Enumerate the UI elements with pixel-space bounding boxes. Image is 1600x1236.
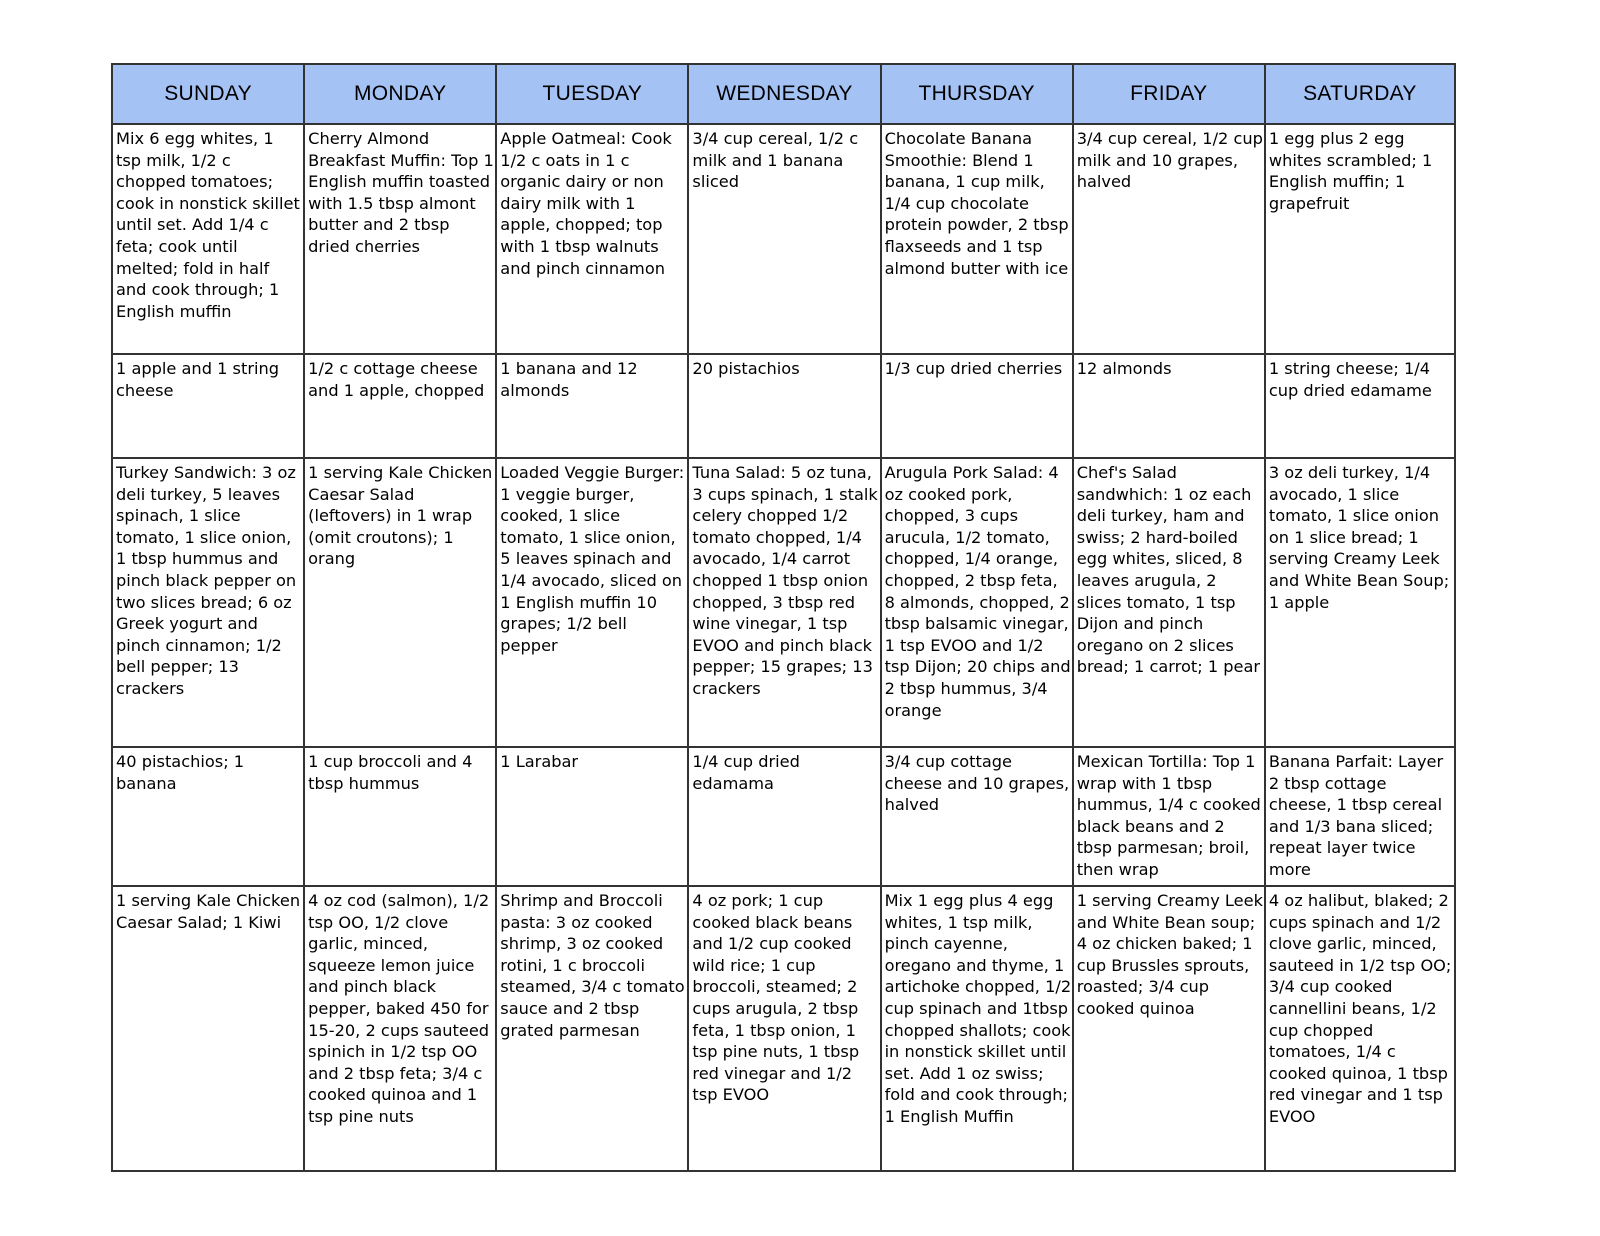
meal-cell-saturday: 4 oz halibut, blaked; 2 cups spinach and 1/2 clove garlic, minced, sauteed in 1/2 tsp OO; 3/4 cup cooked cannellini beans, 1/2 cup chopped tomatoes, 1/4 c cooked quinoa, 1 tbsp red vinegar and 1 tsp EVOO xyxy=(1265,886,1455,1171)
meal-cell-wednesday: 3/4 cup cereal, 1/2 c milk and 1 banana sliced xyxy=(688,124,880,354)
day-header-wednesday: WEDNESDAY xyxy=(688,64,880,124)
meal-cell-tuesday: 1 Larabar xyxy=(496,747,688,886)
meal-cell-sunday: Mix 6 egg whites, 1 tsp milk, 1/2 c chopped tomatoes; cook in nonstick skillet until set. Add 1/4 c feta; cook until melted; fold in half and cook through; 1 English muffin xyxy=(112,124,304,354)
meal-cell-thursday: Arugula Pork Salad: 4 oz cooked pork, chopped, 3 cups arucula, 1/2 tomato, chopped, 1/4 orange, chopped, 2 tbsp feta, 8 almonds, chopped, 2 tbsp balsamic vinegar, 1 tsp EVOO and 1/2 tsp Dijon; 20 chips and 2 tbsp hummus, 3/4 orange xyxy=(881,458,1073,747)
meal-cell-friday: Chef's Salad sandwhich: 1 oz each deli turkey, ham and swiss; 2 hard-boiled egg whites, sliced, 8 leaves arugula, 2 slices tomato, 1 tsp Dijon and pinch oregano on 2 slices bread; 1 carrot; 1 pear xyxy=(1073,458,1265,747)
meal-cell-monday: 1 serving Kale Chicken Caesar Salad (leftovers) in 1 wrap (omit croutons); 1 orang xyxy=(304,458,496,747)
meal-cell-wednesday: 4 oz pork; 1 cup cooked black beans and 1/2 cup cooked wild rice; 1 cup broccoli, steamed; 2 cups arugula, 2 tbsp feta, 1 tbsp onion, 1 tsp pine nuts, 1 tbsp red vinegar and 1/2 tsp EVOO xyxy=(688,886,880,1171)
meal-cell-sunday: 1 serving Kale Chicken Caesar Salad; 1 Kiwi xyxy=(112,886,304,1171)
meal-cell-sunday: 1 apple and 1 string cheese xyxy=(112,354,304,458)
day-header-sunday: SUNDAY xyxy=(112,64,304,124)
meal-cell-monday: 1/2 c cottage cheese and 1 apple, chopped xyxy=(304,354,496,458)
meal-cell-thursday: Chocolate Banana Smoothie: Blend 1 banana, 1 cup milk, 1/4 cup chocolate protein powder, 2 tbsp flaxseeds and 1 tsp almond butter with ice xyxy=(881,124,1073,354)
meal-cell-wednesday: 20 pistachios xyxy=(688,354,880,458)
day-header-row xyxy=(112,64,1455,124)
meal-cell-friday: 1 serving Creamy Leek and White Bean soup; 4 oz chicken baked; 1 cup Brussles sprouts, roasted; 3/4 cup cooked quinoa xyxy=(1073,886,1265,1171)
day-header-monday: MONDAY xyxy=(304,64,496,124)
meal-cell-monday: Cherry Almond Breakfast Muffin: Top 1 English muffin toasted with 1.5 tbsp almont butter and 2 tbsp dried cherries xyxy=(304,124,496,354)
meal-row-2 xyxy=(112,354,1455,458)
meal-cell-wednesday: 1/4 cup dried edamama xyxy=(688,747,880,886)
day-header-saturday: SATURDAY xyxy=(1265,64,1455,124)
meal-cell-tuesday: Loaded Veggie Burger: 1 veggie burger, cooked, 1 slice tomato, 1 slice onion, 5 leaves spinach and 1/4 avocado, sliced on 1 English muffin 10 grapes; 1/2 bell pepper xyxy=(496,458,688,747)
meal-cell-thursday: Mix 1 egg plus 4 egg whites, 1 tsp milk, pinch cayenne, oregano and thyme, 1 artichoke chopped, 1/2 cup spinach and 1tbsp chopped shallots; cook in nonstick skillet until set. Add 1 oz swiss; fold and cook through; 1 English Muffin xyxy=(881,886,1073,1171)
meal-row-4 xyxy=(112,747,1455,886)
meal-cell-friday: 3/4 cup cereal, 1/2 cup milk and 10 grapes, halved xyxy=(1073,124,1265,354)
meal-cell-saturday: Banana Parfait: Layer 2 tbsp cottage cheese, 1 tbsp cereal and 1/3 bana sliced; repeat layer twice more xyxy=(1265,747,1455,886)
meal-cell-tuesday: Shrimp and Broccoli pasta: 3 oz cooked shrimp, 3 oz cooked rotini, 1 c broccoli steamed, 3/4 c tomato sauce and 2 tbsp grated parmesan xyxy=(496,886,688,1171)
meal-cell-tuesday: Apple Oatmeal: Cook 1/2 c oats in 1 c organic dairy or non dairy milk with 1 apple, chopped; top with 1 tbsp walnuts and pinch cinnamon xyxy=(496,124,688,354)
meal-row-3 xyxy=(112,458,1455,747)
meal-row-1 xyxy=(112,124,1455,354)
meal-row-5 xyxy=(112,886,1455,1171)
meal-cell-friday: 12 almonds xyxy=(1073,354,1265,458)
meal-cell-thursday: 1/3 cup dried cherries xyxy=(881,354,1073,458)
day-header-thursday: THURSDAY xyxy=(881,64,1073,124)
meal-plan-table xyxy=(111,63,1456,1172)
day-header-friday: FRIDAY xyxy=(1073,64,1265,124)
meal-cell-tuesday: 1 banana and 12 almonds xyxy=(496,354,688,458)
meal-cell-monday: 1 cup broccoli and 4 tbsp hummus xyxy=(304,747,496,886)
meal-cell-saturday: 3 oz deli turkey, 1/4 avocado, 1 slice tomato, 1 slice onion on 1 slice bread; 1 serving Creamy Leek and White Bean Soup; 1 apple xyxy=(1265,458,1455,747)
meal-cell-saturday: 1 egg plus 2 egg whites scrambled; 1 English muffin; 1 grapefruit xyxy=(1265,124,1455,354)
meal-cell-wednesday: Tuna Salad: 5 oz tuna, 3 cups spinach, 1 stalk celery chopped 1/2 tomato chopped, 1/4 avocado, 1/4 carrot chopped 1 tbsp onion chopped, 3 tbsp red wine vinegar, 1 tsp EVOO and pinch black pepper; 15 grapes; 13 crackers xyxy=(688,458,880,747)
meal-cell-sunday: Turkey Sandwich: 3 oz deli turkey, 5 leaves spinach, 1 slice tomato, 1 slice onion, 1 tbsp hummus and pinch black pepper on two slices bread; 6 oz Greek yogurt and pinch cinnamon; 1/2 bell pepper; 13 crackers xyxy=(112,458,304,747)
day-header-tuesday: TUESDAY xyxy=(496,64,688,124)
meal-cell-thursday: 3/4 cup cottage cheese and 10 grapes, halved xyxy=(881,747,1073,886)
meal-cell-monday: 4 oz cod (salmon), 1/2 tsp OO, 1/2 clove garlic, minced, squeeze lemon juice and pinch black pepper, baked 450 for 15-20, 2 cups sauteed spinich in 1/2 tsp OO and 2 tbsp feta; 3/4 c cooked quinoa and 1 tsp pine nuts xyxy=(304,886,496,1171)
meal-cell-friday: Mexican Tortilla: Top 1 wrap with 1 tbsp hummus, 1/4 c cooked black beans and 2 tbsp parmesan; broil, then wrap xyxy=(1073,747,1265,886)
meal-cell-saturday: 1 string cheese; 1/4 cup dried edamame xyxy=(1265,354,1455,458)
meal-cell-sunday: 40 pistachios; 1 banana xyxy=(112,747,304,886)
